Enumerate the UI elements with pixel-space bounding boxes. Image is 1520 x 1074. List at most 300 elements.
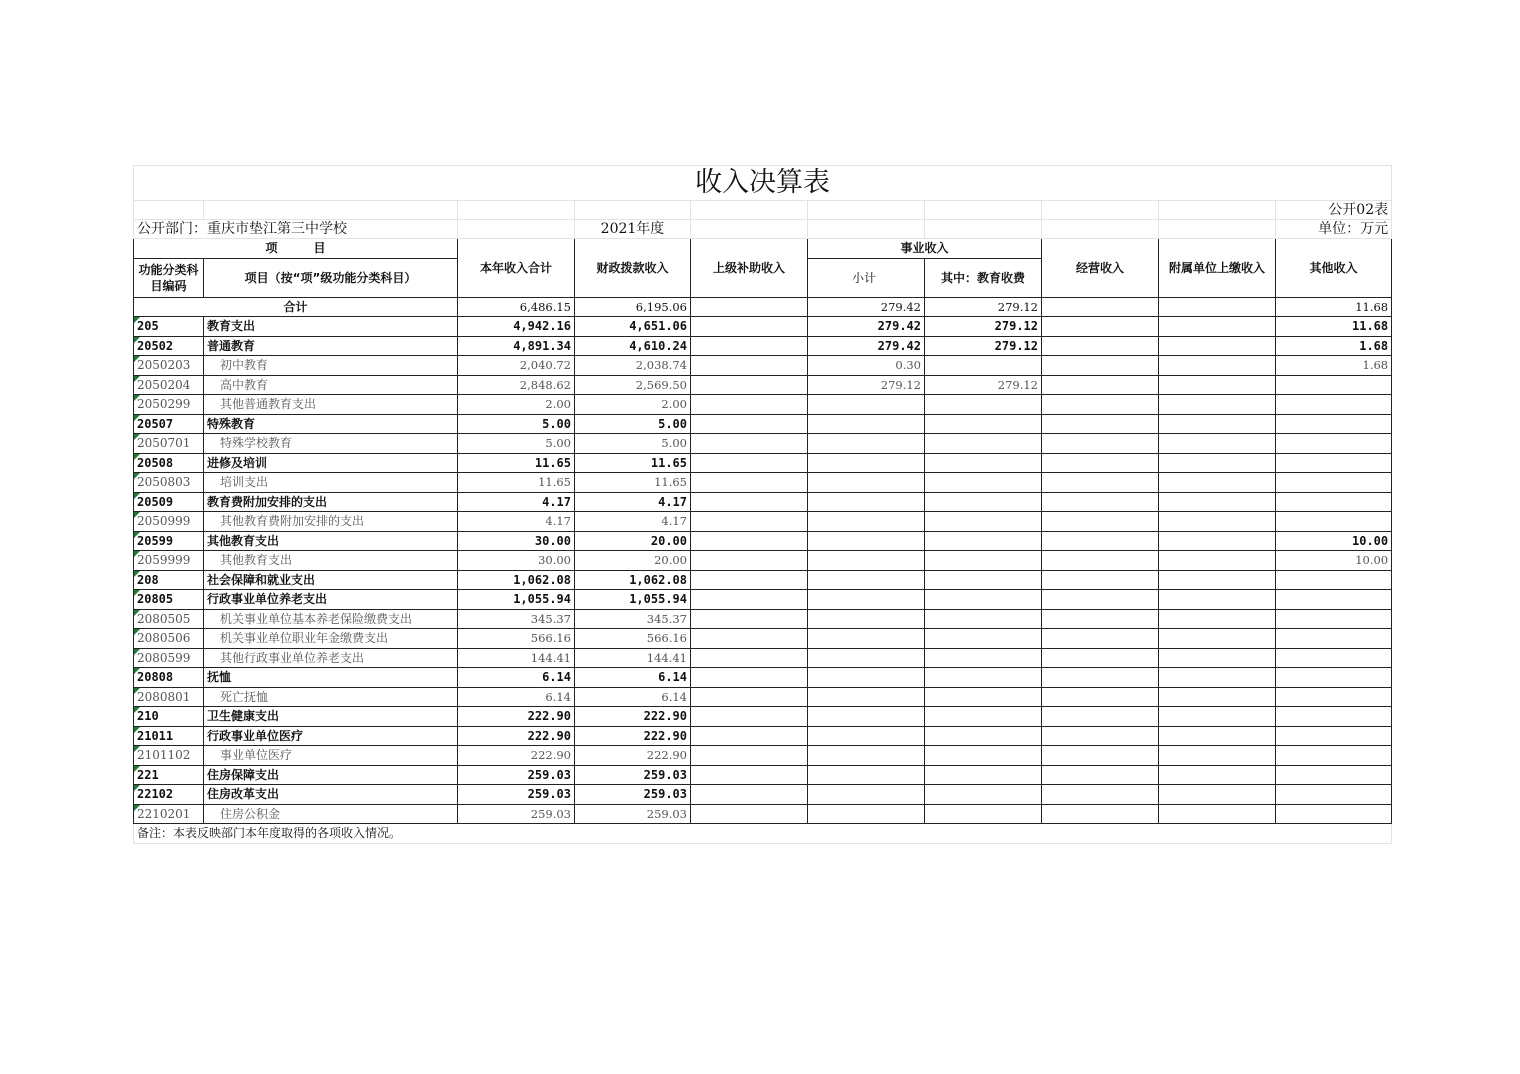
- cell-operating: [1042, 804, 1159, 824]
- cell-affiliated: [1159, 707, 1276, 727]
- cell-superior: [691, 434, 808, 454]
- row-name: 特殊学校教育: [204, 434, 458, 454]
- cell-affiliated: [1159, 785, 1276, 805]
- cell-subtotal: [808, 473, 925, 493]
- cell-subtotal: [808, 726, 925, 746]
- cell-fiscal: 222.90: [575, 707, 691, 727]
- cell-flag-icon: [134, 805, 140, 811]
- row-code-text: 22102: [137, 787, 174, 802]
- table-row: [134, 590, 1392, 610]
- row-code: [134, 804, 204, 824]
- cell-total: 259.03: [458, 785, 575, 805]
- cell-flag-icon: [134, 376, 140, 382]
- row-name: 其他普通教育支出: [204, 395, 458, 415]
- cell-affiliated: [1159, 551, 1276, 571]
- cell-flag-icon: [134, 649, 140, 655]
- table-row: [134, 414, 1392, 434]
- cell-operating: [1042, 317, 1159, 337]
- cell-affiliated: [1159, 473, 1276, 493]
- cell-total: 566.16: [458, 629, 575, 649]
- cell-other: [1276, 746, 1392, 766]
- row-code: [134, 726, 204, 746]
- form-number: 公开02表: [1276, 201, 1392, 220]
- cell-subtotal: [808, 395, 925, 415]
- cell-fiscal: 222.90: [575, 726, 691, 746]
- total-cell-edu-fee: 279.12: [925, 297, 1042, 317]
- row-code: [134, 785, 204, 805]
- row-name: 特殊教育: [204, 414, 458, 434]
- row-name: 其他教育支出: [204, 551, 458, 571]
- cell-total: 144.41: [458, 648, 575, 668]
- cell-edu-fee: [925, 395, 1042, 415]
- cell-other: [1276, 512, 1392, 532]
- cell-edu-fee: [925, 551, 1042, 571]
- total-cell-superior: [691, 297, 808, 317]
- cell-fiscal: 4.17: [575, 492, 691, 512]
- cell-fiscal: 259.03: [575, 804, 691, 824]
- row-code: [134, 356, 204, 376]
- cell-fiscal: 4,610.24: [575, 336, 691, 356]
- row-code-text: 2050203: [137, 358, 191, 373]
- cell-subtotal: 279.12: [808, 375, 925, 395]
- cell-subtotal: [808, 804, 925, 824]
- row-code: [134, 668, 204, 688]
- cell-operating: [1042, 590, 1159, 610]
- cell-operating: [1042, 629, 1159, 649]
- header-code: 功能分类科目编码: [134, 258, 204, 297]
- cell-superior: [691, 648, 808, 668]
- cell-total: 1,062.08: [458, 570, 575, 590]
- cell-operating: [1042, 395, 1159, 415]
- row-code: [134, 395, 204, 415]
- row-name: 行政事业单位养老支出: [204, 590, 458, 610]
- table-row: [134, 707, 1392, 727]
- total-cell-fiscal: 6,195.06: [575, 297, 691, 317]
- row-name: 其他行政事业单位养老支出: [204, 648, 458, 668]
- cell-total: 11.65: [458, 453, 575, 473]
- cell-flag-icon: [134, 356, 140, 362]
- table-row: [134, 336, 1392, 356]
- table-row: [134, 765, 1392, 785]
- cell-superior: [691, 512, 808, 532]
- cell-affiliated: [1159, 765, 1276, 785]
- header-edu-fee: 其中：教育收费: [925, 258, 1042, 297]
- row-code-text: 2101102: [137, 748, 191, 763]
- cell-operating: [1042, 707, 1159, 727]
- cell-edu-fee: 279.12: [925, 317, 1042, 337]
- cell-fiscal: 4.17: [575, 512, 691, 532]
- row-code-text: 2080801: [137, 689, 191, 704]
- header-operating: 经营收入: [1042, 239, 1159, 298]
- row-code: [134, 746, 204, 766]
- cell-superior: [691, 765, 808, 785]
- cell-flag-icon: [134, 434, 140, 440]
- cell-total: 1,055.94: [458, 590, 575, 610]
- table-row: [134, 512, 1392, 532]
- table-row: [134, 473, 1392, 493]
- cell-edu-fee: [925, 590, 1042, 610]
- row-code-text: 21011: [137, 728, 174, 743]
- cell-other: 10.00: [1276, 551, 1392, 571]
- cell-total: 345.37: [458, 609, 575, 629]
- cell-other: 1.68: [1276, 336, 1392, 356]
- cell-affiliated: [1159, 590, 1276, 610]
- cell-flag-icon: [134, 785, 140, 791]
- table-row: [134, 668, 1392, 688]
- table-row: [134, 785, 1392, 805]
- cell-edu-fee: [925, 356, 1042, 376]
- cell-subtotal: [808, 668, 925, 688]
- row-code: [134, 629, 204, 649]
- cell-superior: [691, 453, 808, 473]
- cell-flag-icon: [134, 746, 140, 752]
- row-code: [134, 531, 204, 551]
- row-code-text: 20507: [137, 416, 174, 431]
- table-row: [134, 570, 1392, 590]
- cell-fiscal: 144.41: [575, 648, 691, 668]
- cell-flag-icon: [134, 532, 140, 538]
- header-business: 事业收入: [808, 239, 1042, 259]
- table-row: [134, 375, 1392, 395]
- cell-edu-fee: [925, 785, 1042, 805]
- cell-operating: [1042, 492, 1159, 512]
- header-affiliated: 附属单位上缴收入: [1159, 239, 1276, 298]
- cell-superior: [691, 726, 808, 746]
- row-code: [134, 570, 204, 590]
- header-total: 本年收入合计: [458, 239, 575, 298]
- row-code-text: 20599: [137, 533, 174, 548]
- total-cell-subtotal: 279.42: [808, 297, 925, 317]
- table-row: [134, 726, 1392, 746]
- cell-superior: [691, 590, 808, 610]
- header-subtotal: 小计: [808, 258, 925, 297]
- cell-other: [1276, 434, 1392, 454]
- cell-edu-fee: [925, 648, 1042, 668]
- cell-other: [1276, 765, 1392, 785]
- row-code: [134, 512, 204, 532]
- department-label: 公开部门：重庆市垫江第三中学校: [134, 220, 458, 239]
- cell-edu-fee: [925, 434, 1042, 454]
- cell-flag-icon: [134, 493, 140, 499]
- cell-operating: [1042, 648, 1159, 668]
- cell-flag-icon: [134, 727, 140, 733]
- cell-subtotal: [808, 570, 925, 590]
- cell-operating: [1042, 473, 1159, 493]
- row-name: 抚恤: [204, 668, 458, 688]
- cell-superior: [691, 473, 808, 493]
- cell-edu-fee: 279.12: [925, 375, 1042, 395]
- table-row: [134, 746, 1392, 766]
- cell-operating: [1042, 512, 1159, 532]
- row-name: 社会保障和就业支出: [204, 570, 458, 590]
- cell-other: [1276, 414, 1392, 434]
- cell-fiscal: 11.65: [575, 453, 691, 473]
- cell-subtotal: [808, 746, 925, 766]
- table-row: [134, 609, 1392, 629]
- cell-operating: [1042, 356, 1159, 376]
- cell-other: [1276, 590, 1392, 610]
- row-name: 普通教育: [204, 336, 458, 356]
- cell-total: 6.14: [458, 668, 575, 688]
- row-name: 教育支出: [204, 317, 458, 337]
- cell-total: 4.17: [458, 492, 575, 512]
- cell-flag-icon: [134, 454, 140, 460]
- cell-operating: [1042, 609, 1159, 629]
- header-name: 项目（按“项”级功能分类科目）: [204, 258, 458, 297]
- cell-affiliated: [1159, 629, 1276, 649]
- cell-affiliated: [1159, 746, 1276, 766]
- row-name: 住房改革支出: [204, 785, 458, 805]
- cell-operating: [1042, 687, 1159, 707]
- cell-fiscal: 6.14: [575, 668, 691, 688]
- row-code-text: 2080506: [137, 631, 191, 646]
- cell-operating: [1042, 765, 1159, 785]
- row-code: [134, 609, 204, 629]
- cell-total: 4,891.34: [458, 336, 575, 356]
- cell-edu-fee: [925, 726, 1042, 746]
- row-code: [134, 473, 204, 493]
- cell-affiliated: [1159, 570, 1276, 590]
- cell-edu-fee: [925, 746, 1042, 766]
- row-code-text: 210: [137, 709, 159, 724]
- cell-fiscal: 259.03: [575, 765, 691, 785]
- row-name: 卫生健康支出: [204, 707, 458, 727]
- row-code-text: 2050803: [137, 475, 191, 490]
- cell-edu-fee: [925, 473, 1042, 493]
- cell-operating: [1042, 785, 1159, 805]
- cell-subtotal: [808, 707, 925, 727]
- cell-operating: [1042, 746, 1159, 766]
- cell-total: 6.14: [458, 687, 575, 707]
- cell-superior: [691, 492, 808, 512]
- cell-affiliated: [1159, 648, 1276, 668]
- cell-operating: [1042, 414, 1159, 434]
- table-row: [134, 687, 1392, 707]
- footnote: 备注：本表反映部门本年度取得的各项收入情况。: [134, 824, 1392, 844]
- cell-edu-fee: [925, 570, 1042, 590]
- row-name: 培训支出: [204, 473, 458, 493]
- cell-superior: [691, 356, 808, 376]
- cell-flag-icon: [134, 610, 140, 616]
- row-code: [134, 765, 204, 785]
- cell-operating: [1042, 531, 1159, 551]
- cell-flag-icon: [134, 668, 140, 674]
- cell-operating: [1042, 375, 1159, 395]
- cell-fiscal: 259.03: [575, 785, 691, 805]
- cell-subtotal: [808, 492, 925, 512]
- cell-subtotal: [808, 531, 925, 551]
- row-code: [134, 317, 204, 337]
- cell-superior: [691, 317, 808, 337]
- cell-flag-icon: [134, 707, 140, 713]
- cell-superior: [691, 687, 808, 707]
- cell-subtotal: 279.42: [808, 336, 925, 356]
- cell-flag-icon: [134, 590, 140, 596]
- row-code-text: 20508: [137, 455, 174, 470]
- cell-flag-icon: [134, 473, 140, 479]
- row-code: [134, 375, 204, 395]
- table-row: [134, 434, 1392, 454]
- cell-subtotal: 279.42: [808, 317, 925, 337]
- cell-affiliated: [1159, 726, 1276, 746]
- cell-edu-fee: [925, 804, 1042, 824]
- row-code-text: 2210201: [137, 806, 191, 821]
- cell-superior: [691, 609, 808, 629]
- cell-other: [1276, 395, 1392, 415]
- cell-affiliated: [1159, 336, 1276, 356]
- cell-superior: [691, 531, 808, 551]
- row-name: 进修及培训: [204, 453, 458, 473]
- cell-superior: [691, 746, 808, 766]
- row-name: 初中教育: [204, 356, 458, 376]
- cell-superior: [691, 395, 808, 415]
- cell-subtotal: [808, 434, 925, 454]
- cell-other: 10.00: [1276, 531, 1392, 551]
- table-row: [134, 356, 1392, 376]
- cell-subtotal: [808, 648, 925, 668]
- cell-affiliated: [1159, 356, 1276, 376]
- cell-operating: [1042, 726, 1159, 746]
- cell-fiscal: 4,651.06: [575, 317, 691, 337]
- cell-total: 4.17: [458, 512, 575, 532]
- cell-other: 11.68: [1276, 317, 1392, 337]
- table-row: [134, 492, 1392, 512]
- cell-flag-icon: [134, 415, 140, 421]
- row-code-text: 20509: [137, 494, 174, 509]
- cell-total: 4,942.16: [458, 317, 575, 337]
- cell-affiliated: [1159, 395, 1276, 415]
- report-title: 收入决算表: [134, 166, 1392, 201]
- row-code-text: 2050299: [137, 397, 191, 412]
- cell-other: [1276, 375, 1392, 395]
- cell-subtotal: [808, 765, 925, 785]
- cell-superior: [691, 570, 808, 590]
- cell-fiscal: 11.65: [575, 473, 691, 493]
- cell-operating: [1042, 453, 1159, 473]
- cell-other: [1276, 453, 1392, 473]
- cell-subtotal: 0.30: [808, 356, 925, 376]
- cell-subtotal: [808, 687, 925, 707]
- cell-fiscal: 566.16: [575, 629, 691, 649]
- row-name: 住房保障支出: [204, 765, 458, 785]
- cell-affiliated: [1159, 609, 1276, 629]
- row-code: [134, 492, 204, 512]
- row-code-text: 2050701: [137, 436, 191, 451]
- cell-fiscal: 5.00: [575, 414, 691, 434]
- row-code-text: 2050204: [137, 377, 191, 392]
- cell-operating: [1042, 570, 1159, 590]
- cell-other: [1276, 629, 1392, 649]
- cell-other: [1276, 648, 1392, 668]
- cell-fiscal: 6.14: [575, 687, 691, 707]
- cell-operating: [1042, 551, 1159, 571]
- cell-affiliated: [1159, 804, 1276, 824]
- row-name: 机关事业单位基本养老保险缴费支出: [204, 609, 458, 629]
- unit-label: 单位：万元: [1276, 220, 1392, 239]
- cell-affiliated: [1159, 492, 1276, 512]
- row-code-text: 20502: [137, 338, 174, 353]
- total-cell-affiliated: [1159, 297, 1276, 317]
- table-row: [134, 453, 1392, 473]
- row-name: 机关事业单位职业年金缴费支出: [204, 629, 458, 649]
- row-code-text: 2080505: [137, 611, 191, 626]
- cell-fiscal: 2.00: [575, 395, 691, 415]
- cell-subtotal: [808, 414, 925, 434]
- row-name: 其他教育费附加安排的支出: [204, 512, 458, 532]
- cell-affiliated: [1159, 687, 1276, 707]
- cell-flag-icon: [134, 395, 140, 401]
- cell-edu-fee: [925, 453, 1042, 473]
- row-name: 事业单位医疗: [204, 746, 458, 766]
- header-superior: 上级补助收入: [691, 239, 808, 298]
- cell-fiscal: 20.00: [575, 531, 691, 551]
- cell-superior: [691, 336, 808, 356]
- cell-subtotal: [808, 785, 925, 805]
- cell-fiscal: 345.37: [575, 609, 691, 629]
- row-code: [134, 590, 204, 610]
- cell-other: [1276, 570, 1392, 590]
- cell-affiliated: [1159, 453, 1276, 473]
- cell-fiscal: 20.00: [575, 551, 691, 571]
- cell-fiscal: 1,062.08: [575, 570, 691, 590]
- cell-affiliated: [1159, 317, 1276, 337]
- cell-operating: [1042, 434, 1159, 454]
- cell-other: [1276, 804, 1392, 824]
- cell-other: [1276, 726, 1392, 746]
- row-code: [134, 453, 204, 473]
- cell-subtotal: [808, 609, 925, 629]
- row-code: [134, 648, 204, 668]
- cell-total: 11.65: [458, 473, 575, 493]
- cell-operating: [1042, 336, 1159, 356]
- cell-affiliated: [1159, 375, 1276, 395]
- row-code-text: 20805: [137, 592, 174, 607]
- total-label: 合计: [134, 297, 458, 317]
- cell-total: 2,040.72: [458, 356, 575, 376]
- cell-fiscal: 5.00: [575, 434, 691, 454]
- row-name: 高中教育: [204, 375, 458, 395]
- row-code-text: 205: [137, 319, 159, 334]
- cell-flag-icon: [134, 317, 140, 323]
- cell-affiliated: [1159, 531, 1276, 551]
- cell-subtotal: [808, 629, 925, 649]
- row-code-text: 20808: [137, 670, 174, 685]
- row-name: 教育费附加安排的支出: [204, 492, 458, 512]
- row-code: [134, 336, 204, 356]
- cell-superior: [691, 629, 808, 649]
- row-code-text: 2050999: [137, 514, 191, 529]
- table-row: [134, 317, 1392, 337]
- cell-other: [1276, 492, 1392, 512]
- table-row: [134, 648, 1392, 668]
- cell-superior: [691, 414, 808, 434]
- cell-subtotal: [808, 590, 925, 610]
- row-code: [134, 551, 204, 571]
- row-name: 行政事业单位医疗: [204, 726, 458, 746]
- cell-superior: [691, 375, 808, 395]
- row-code: [134, 687, 204, 707]
- cell-fiscal: 2,038.74: [575, 356, 691, 376]
- row-name: 死亡抚恤: [204, 687, 458, 707]
- cell-superior: [691, 668, 808, 688]
- cell-fiscal: 222.90: [575, 746, 691, 766]
- total-cell-total: 6,486.15: [458, 297, 575, 317]
- cell-other: [1276, 473, 1392, 493]
- cell-superior: [691, 551, 808, 571]
- cell-total: 259.03: [458, 765, 575, 785]
- table-row: [134, 551, 1392, 571]
- cell-other: [1276, 687, 1392, 707]
